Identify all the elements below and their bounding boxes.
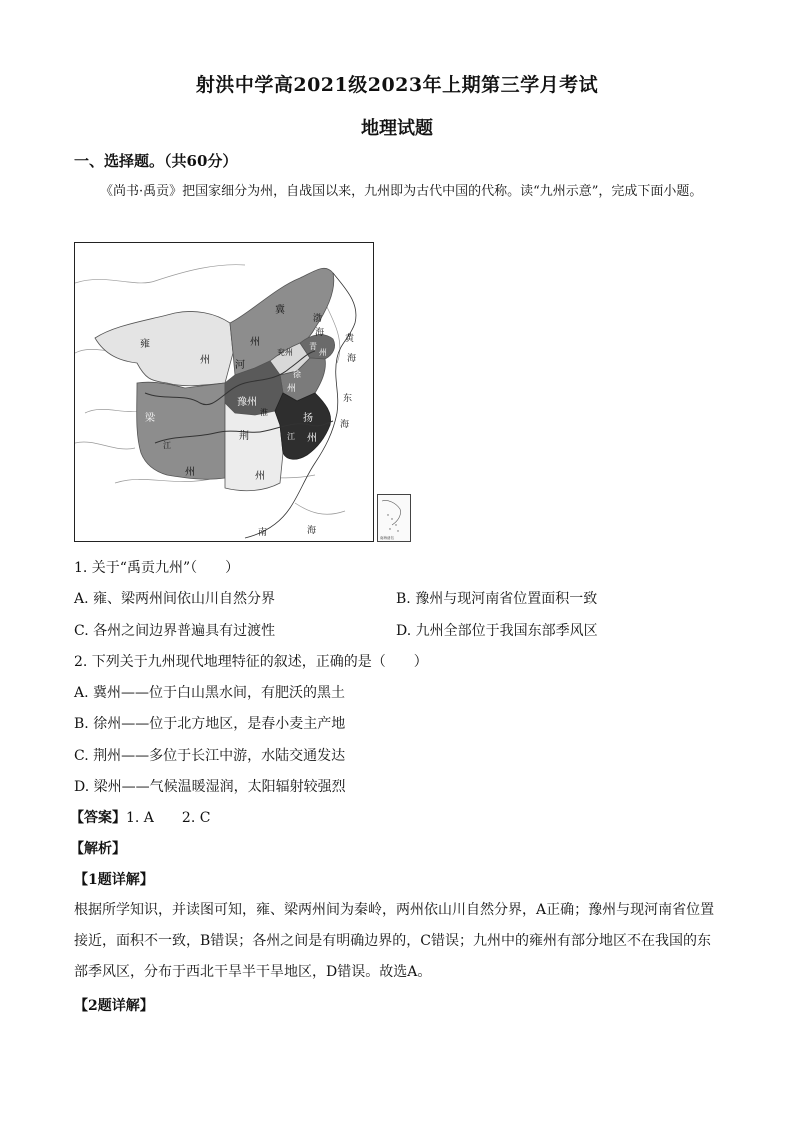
label-ji: 冀: [275, 305, 285, 316]
label-huai: 淮: [260, 408, 268, 417]
answer-tag: 【答案】: [70, 810, 126, 826]
label-yang-zhou: 州: [307, 433, 317, 444]
page-title: 射洪中学高2021级2023年上期第三学月考试: [195, 74, 599, 96]
page-subtitle: 地理试题: [361, 118, 433, 139]
answer-text: 1. A 2. C: [126, 810, 211, 826]
q2-option-d: D. 梁州——气候温暖湿润，太阳辐射较强烈: [74, 779, 346, 795]
label-liang-zhou: 州: [185, 467, 195, 478]
label-huanghai-2: 海: [347, 354, 357, 364]
label-huanghai-1: 黄: [345, 334, 355, 344]
inset-svg: [378, 495, 410, 541]
q2-stem: 2. 下列关于九州现代地理特征的叙述，正确的是（ ）: [74, 654, 428, 670]
label-xu: 徐: [293, 370, 301, 379]
label-yang: 扬: [303, 413, 313, 424]
label-bohai-1: 渤: [313, 314, 323, 324]
label-jing: 荆: [239, 431, 249, 442]
label-he: 河: [235, 360, 245, 371]
label-qing: 青: [309, 342, 317, 351]
q2-option-b: B. 徐州——位于北方地区，是春小麦主产地: [74, 716, 346, 732]
label-nanhai-1: 南: [258, 528, 268, 538]
label-qing-zhou: 州: [319, 348, 327, 357]
label-xu-zhou: 州: [287, 384, 297, 394]
label-yong-zhou: 州: [200, 355, 210, 366]
label-yan-zhou: 兖州: [277, 348, 293, 357]
q1-option-c: C. 各州之间边界普遍具有过渡性: [74, 623, 276, 639]
label-bohai-2: 海: [315, 328, 325, 338]
analysis-tag: 【解析】: [70, 841, 126, 857]
inset-label: 南海诸岛: [380, 536, 394, 540]
label-liang: 梁: [145, 413, 155, 424]
label-yong: 雍: [140, 339, 150, 350]
q2-analysis-tag: 【2题详解】: [74, 998, 154, 1014]
section-heading: 一、选择题。（共60分）: [74, 152, 238, 170]
q1-option-d: D. 九州全部位于我国东部季风区: [396, 623, 598, 639]
label-yu-zhou: 豫州: [237, 397, 257, 408]
label-jiang-1: 江: [163, 441, 171, 450]
label-jing-zhou: 州: [255, 471, 265, 482]
q1-stem: 1. 关于“禹贡九州”（ ）: [74, 560, 240, 576]
q1-analysis-text: 根据所学知识，并读图可知，雍、梁两州间为秦岭，两州依山川自然分界，A正确；豫州与现河南省位置接近，面积不一致，B错误；各州之间是有明确边界的，C错误；九州中的雍州有部分地区不在我国的东部季风区，分布于西北干旱半干旱地区，D错误。故选A。: [74, 902, 715, 980]
region-jing: [225, 403, 283, 491]
label-donghai-1: 东: [343, 394, 353, 404]
answer-line: [70, 807, 210, 827]
label-donghai-2: 海: [340, 420, 350, 430]
label-nanhai-2: 海: [307, 526, 317, 536]
south-china-sea-inset: [377, 494, 411, 542]
map-svg: [75, 243, 372, 540]
q2-option-c: C. 荆州——多位于长江中游，水陆交通发达: [74, 748, 346, 764]
q2-option-a: A. 冀州——位于白山黑水间，有肥沃的黑土: [74, 685, 346, 701]
region-liang: [137, 382, 225, 479]
q1-option-a: A. 雍、梁两州间依山川自然分界: [74, 591, 276, 607]
q1-option-b: B. 豫州与现河南省位置面积一致: [396, 591, 598, 607]
label-ji-zhou: 州: [250, 337, 260, 348]
label-jiang-2: 江: [287, 432, 295, 441]
q1-analysis-tag: 【1题详解】: [74, 872, 154, 888]
nine-provinces-map: [74, 242, 374, 542]
region-yong: [95, 311, 233, 385]
question-intro: 《尚书·禹贡》把国家细分为州，自战国以来，九州即为古代中国的代称。读“九州示意”，完成下面小题。: [100, 184, 703, 199]
